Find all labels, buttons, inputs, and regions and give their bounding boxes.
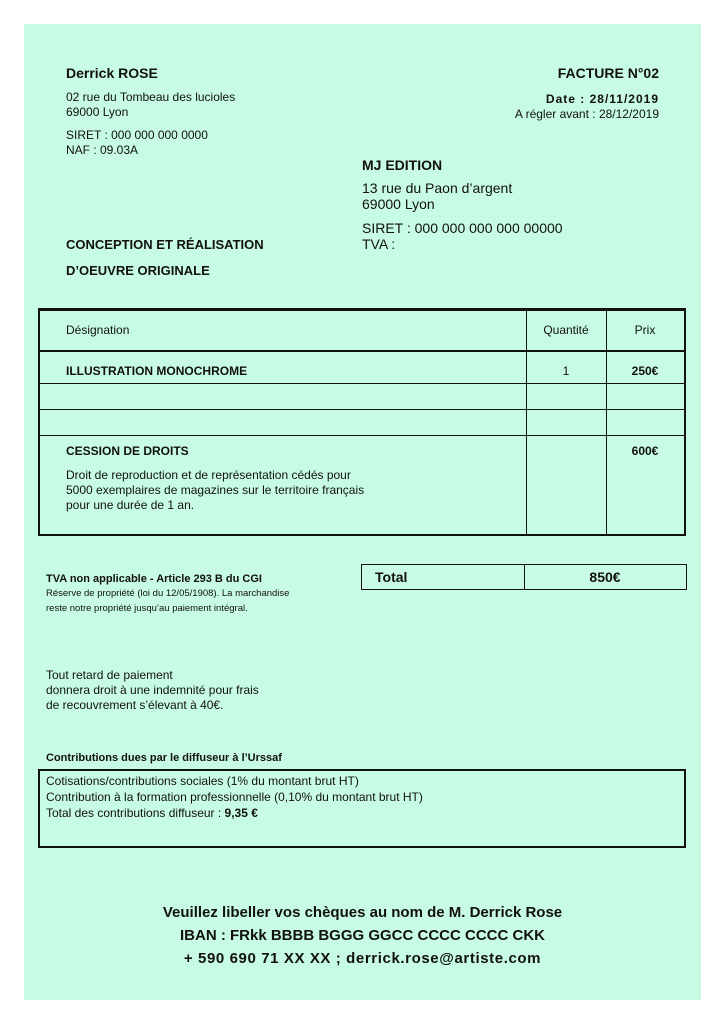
late-notice-line3: de recouvrement s’élevant à 40€. — [46, 698, 224, 712]
row1-price: 250€ — [631, 364, 659, 378]
seller-address-line2: 69000 Lyon — [66, 105, 129, 119]
tva-note-line1: Réserve de propriété (loi du 12/05/1908). La marchandise — [46, 588, 290, 599]
footer-iban: IBAN : FRkk BBBB BGGG GGCC CCCC CCCC CKK — [179, 927, 545, 944]
header-quantity: Quantité — [543, 323, 589, 337]
header-designation: Désignation — [66, 323, 130, 337]
invoice-due-date: A régler avant : 28/12/2019 — [514, 107, 659, 121]
row2-price: 600€ — [631, 444, 659, 458]
contributions-line3 — [46, 806, 258, 821]
column-divider-price — [606, 311, 607, 534]
invoice-title: FACTURE N°02 — [557, 65, 659, 81]
contributions-line2: Contribution à la formation professionnelle (0,10% du montant brut HT) — [46, 790, 423, 804]
subject-line2: D’OEUVRE ORIGINALE — [66, 263, 210, 278]
contributions-title: Contributions dues par le diffuseur à l’Urssaf — [46, 752, 282, 764]
row2-designation: CESSION DE DROITS — [66, 444, 189, 458]
invoice-sheet — [24, 24, 701, 1000]
row-divider — [40, 435, 684, 436]
total-label: Total — [375, 569, 408, 585]
client-address-line1: 13 rue du Paon d’argent — [362, 180, 513, 196]
client-address-line2: 69000 Lyon — [362, 196, 435, 212]
seller-address-line1: 02 rue du Tombeau des lucioles — [66, 90, 236, 104]
client-siret: SIRET : 000 000 000 000 00000 — [362, 220, 563, 236]
late-notice-line1: Tout retard de paiement — [46, 668, 173, 682]
client-name: MJ EDITION — [362, 157, 443, 173]
contributions-box — [38, 769, 686, 848]
row-divider — [40, 383, 684, 384]
row1-designation: ILLUSTRATION MONOCHROME — [66, 364, 248, 378]
total-value: 850€ — [589, 569, 621, 585]
invoice-date: Date : 28/11/2019 — [545, 92, 659, 106]
total-box — [361, 564, 687, 590]
seller-naf: NAF : 09.03A — [66, 143, 139, 157]
row1-quantity: 1 — [562, 364, 570, 378]
row-divider — [40, 409, 684, 410]
footer-contact: + 590 690 71 XX XX ; derrick.rose@artiste.com — [183, 950, 542, 967]
subject-line1: CONCEPTION ET RÉALISATION — [66, 237, 264, 252]
column-divider-quantity — [526, 311, 527, 534]
row2-detail-line3: pour une durée de 1 an. — [66, 498, 195, 512]
row2-detail-line2: 5000 exemplaires de magazines sur le territoire français — [66, 483, 365, 497]
tva-note-title: TVA non applicable - Article 293 B du CGI — [46, 573, 262, 585]
header-divider — [40, 350, 684, 352]
footer-cheque-line: Veuillez libeller vos chèques au nom de M. Derrick Rose — [162, 904, 563, 921]
seller-name: Derrick ROSE — [66, 65, 158, 81]
tva-note-line2: reste notre propriété jusqu’au paiement intégral. — [46, 603, 248, 614]
row2-detail-line1: Droit de reproduction et de représentation cédés pour — [66, 468, 351, 482]
contributions-total-value: 9,35 € — [224, 806, 258, 820]
contributions-total-label: Total des contributions diffuseur : — [46, 806, 225, 820]
late-notice-line2: donnera droit à une indemnité pour frais — [46, 683, 259, 697]
header-price: Prix — [634, 323, 656, 337]
client-tva: TVA : — [362, 236, 396, 252]
invoice-table — [38, 308, 686, 536]
seller-siret: SIRET : 000 000 000 0000 — [66, 128, 208, 142]
contributions-line1: Cotisations/contributions sociales (1% du montant brut HT) — [46, 774, 359, 788]
